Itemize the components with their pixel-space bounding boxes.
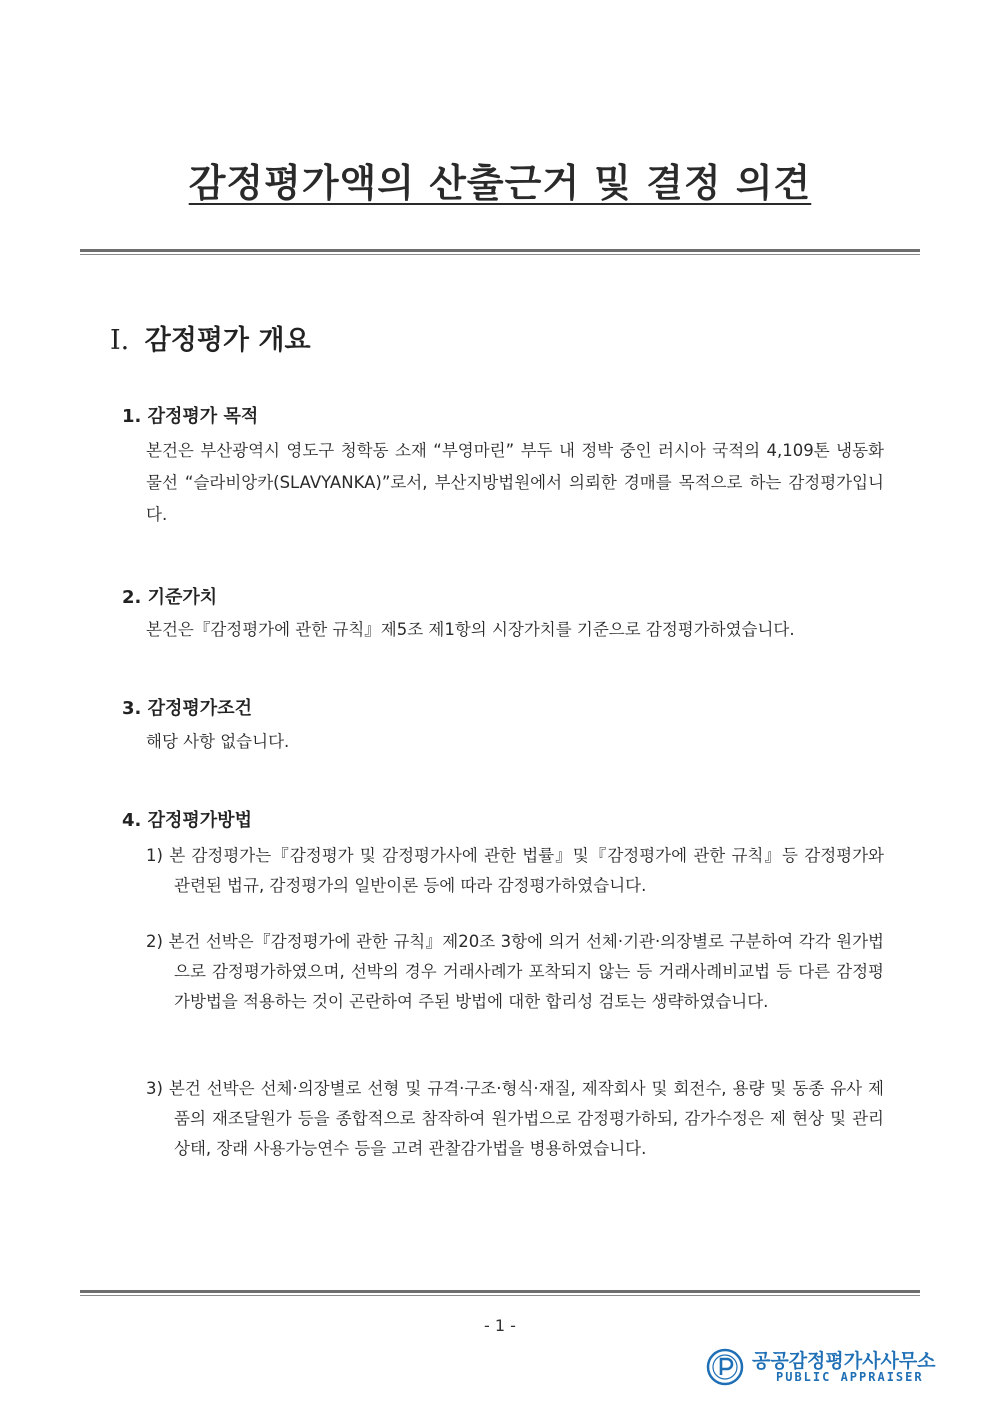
method-list-item-3: 3) 본건 선박은 선체·의장별로 선형 및 규격·구조·형식·재질, 제작회사 및 회전수, 용량 및 동종 유사 제품의 재조달원가 등을 종합적으로 참작하여 원가법으로 감정평가하되, 감가수정은 제 현상 및 관리상태, 장래 사용가능연수 등을 고려 관찰감가법을 병용하였습니다. bbox=[146, 1079, 884, 1158]
section-number: Ⅰ. bbox=[110, 325, 130, 356]
document-title bbox=[0, 152, 1000, 207]
header-divider bbox=[80, 249, 920, 255]
method-list-item-1: 1) 본 감정평가는『감정평가 및 감정평가사에 관한 법률』및『감정평가에 관한 규칙』등 감정평가와 관련된 법규, 감정평가의 일반이론 등에 따라 감정평가하였습니다. bbox=[146, 846, 884, 895]
p-circle-logo-icon bbox=[706, 1348, 744, 1386]
logo-name: 공공감정평가사사무소 bbox=[752, 1350, 936, 1372]
section-title: 감정평가 개요 bbox=[144, 325, 311, 356]
section-heading bbox=[110, 318, 311, 357]
method-list-item-2: 2) 본건 선박은『감정평가에 관한 규칙』제20조 3항에 의거 선체·기관·의장별로 구분하여 각각 원가법으로 감정평가하였으며, 선박의 경우 거래사례가 포착되지 않는 등 거래사례비교법 등 다른 감정평가방법을 적용하는 것이 곤란하여 주된 방법에 대한 합리성 검토는 생략하였습니다. bbox=[146, 932, 884, 1011]
paragraph-basis-value: 본건은『감정평가에 관한 규칙』제5조 제1항의 시장가치를 기준으로 감정평가하였습니다. bbox=[146, 620, 795, 639]
appraiser-logo bbox=[706, 1346, 936, 1392]
document-title-text: 감정평가액의 산출근거 및 결정 의견 bbox=[188, 161, 812, 205]
paragraph-conditions: 해당 사항 없습니다. bbox=[146, 732, 290, 751]
subheading-methods: 4. 감정평가방법 bbox=[122, 810, 252, 831]
logo-subtitle: PUBLIC APPRAISER bbox=[776, 1370, 924, 1384]
subheading-conditions: 3. 감정평가조건 bbox=[122, 698, 252, 719]
subheading-purpose: 1. 감정평가 목적 bbox=[122, 406, 259, 427]
subheading-basis-value: 2. 기준가치 bbox=[122, 587, 218, 608]
page-number: - 1 - bbox=[484, 1316, 516, 1335]
paragraph-purpose: 본건은 부산광역시 영도구 청학동 소재 “부영마린” 부두 내 정박 중인 러시아 국적의 4,109톤 냉동화물선 “슬라비앙카(SLAVYANKA)”로서, 부산지방법원에서 의뢰한 경매를 목적으로 하는 감정평가입니다. bbox=[146, 441, 884, 524]
footer-divider bbox=[80, 1290, 920, 1296]
